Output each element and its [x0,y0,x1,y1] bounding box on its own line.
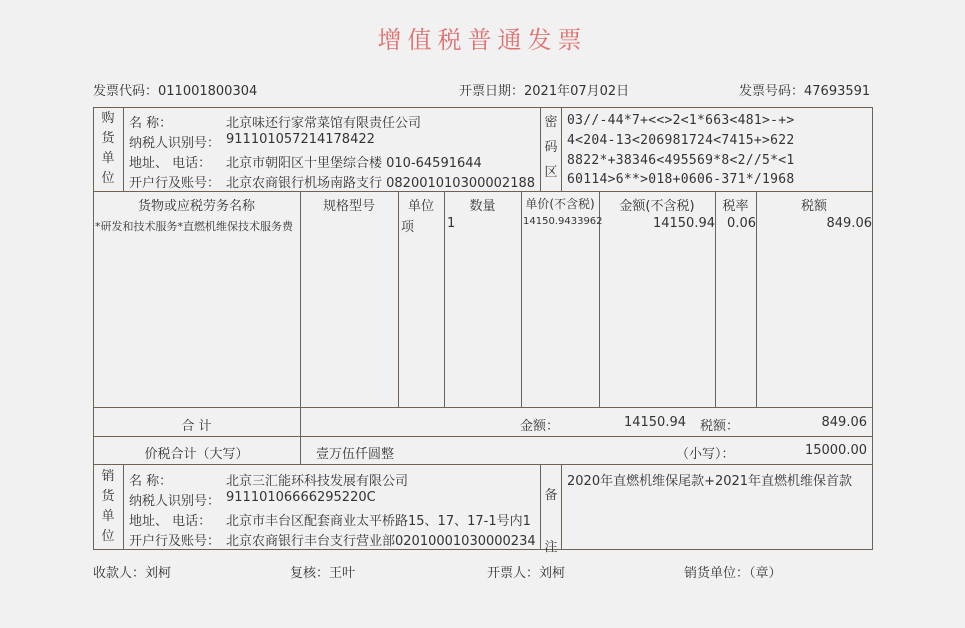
totals-tax-value: 849.06 [821,415,867,430]
invoice-number [739,80,870,99]
item-amount: 14150.94 [652,216,715,231]
seller-side-char: 位 [101,529,115,544]
footer-drawer: 开票人：刘柯 [487,566,566,581]
cipher-side-char: 密 [544,115,558,130]
invoice-code-label: 发票代码： [93,84,159,99]
col-header-tax: 税额 [800,199,827,214]
grand-total-lower-label: （小写）： [676,447,735,462]
seller-bank-value: 北京农商银行丰台支行营业部02010001030000234 [226,534,536,549]
totals-amount-value: 14150.94 [623,415,686,430]
col-header-qty: 数量 [469,199,496,214]
cipher-line: 03//-44*7+<<>2<1*663<481>-+> [567,113,795,128]
buyer-tax-id-value: 911101057214178422 [226,132,375,147]
item-price: 14150.9433962 [523,216,603,227]
remarks-text: 2020年直燃机维保尾款+2021年直燃机维保首款 [567,474,853,489]
buyer-address-label: 地址、 电话： [129,156,212,171]
cipher-line: 60114>6**>018+0606-371*/1968 [567,172,795,187]
buyer-side-char: 单 [101,151,115,166]
invoice-date-label: 开票日期： [459,84,525,99]
seller-side-label [98,467,118,547]
invoice-date [459,80,629,99]
buyer-side-char: 购 [101,111,115,126]
buyer-name-value: 北京味还行家常菜馆有限责任公司 [226,116,422,131]
col-header-rate: 税率 [722,199,749,214]
totals-label: 合 计 [181,419,212,434]
totals-amount-label: 金额： [520,419,560,434]
seller-bank-label: 开户行及账号： [129,534,221,549]
item-rate: 0.06 [727,216,756,231]
item-tax: 849.06 [826,216,872,231]
footer-payee: 收款人：刘柯 [93,566,172,581]
grand-total-lower-value: 15000.00 [804,443,867,458]
seller-address-label: 地址、 电话： [129,514,212,529]
col-header-spec: 规格型号 [322,199,375,214]
buyer-bank-label: 开户行及账号： [129,176,221,191]
seller-side-char: 销 [101,469,115,484]
invoice-number-value: 47693591 [804,84,871,99]
seller-address-value: 北京市丰台区配套商业太平桥路15、17、17-1号内1 [226,514,531,529]
seller-name-value: 北京三汇能环科技发展有限公司 [226,474,409,489]
cipher-side-char: 码 [544,140,558,155]
buyer-tax-id-label: 纳税人识别号： [129,136,221,151]
buyer-side-label [98,109,118,189]
buyer-bank-value: 北京农商银行机场南路支行 082001010300002188 [226,176,536,191]
buyer-name-label: 名 称： [129,116,173,131]
remarks-side-char: 注 [544,540,558,555]
remarks-side-label [541,470,561,574]
buyer-side-char: 货 [101,131,115,146]
buyer-side-char: 位 [101,171,115,186]
buyer-address-value: 北京市朝阳区十里堡综合楼 010-64591644 [226,156,482,171]
totals-tax-label: 税额： [700,419,740,434]
grand-total-label: 价税合计（大写） [144,447,249,462]
invoice-number-label: 发票号码： [739,84,805,99]
grand-total-upper: 壹万伍仟圆整 [316,447,395,462]
cipher-side-label [541,110,561,185]
cipher-side-char: 区 [544,165,558,180]
invoice-title: 增值税普通发票 [377,26,588,54]
cipher-line: 8822*+38346<495569*8<2//5*<1 [567,153,795,168]
invoice-code-value: 011001800304 [158,84,258,99]
seller-tax-id-value: 91110106666295220C [226,490,376,505]
cipher-line: 4<204-13<206981724<7415+>622 [567,133,795,148]
seller-name-label: 名 称： [129,474,173,489]
item-qty: 1 [447,216,456,231]
invoice-date-value: 2021年07月02日 [524,84,630,99]
seller-side-char: 货 [101,489,115,504]
seller-side-char: 单 [101,509,115,524]
col-header-name: 货物或应税劳务名称 [137,199,255,214]
item-name: *研发和技术服务*直燃机维保技术服务费 [95,220,293,233]
seller-tax-id-label: 纳税人识别号： [129,494,221,509]
footer-seller-stamp: 销货单位：（章） [684,566,782,581]
col-header-unit: 单位 [407,199,434,214]
remarks-side-char: 备 [544,488,558,503]
col-header-amount: 金额(不含税) [619,199,695,214]
footer-reviewer: 复核：王叶 [290,566,356,581]
col-header-price: 单价(不含税) [525,197,595,211]
item-unit: 项 [401,220,415,235]
invoice-code [93,80,257,99]
